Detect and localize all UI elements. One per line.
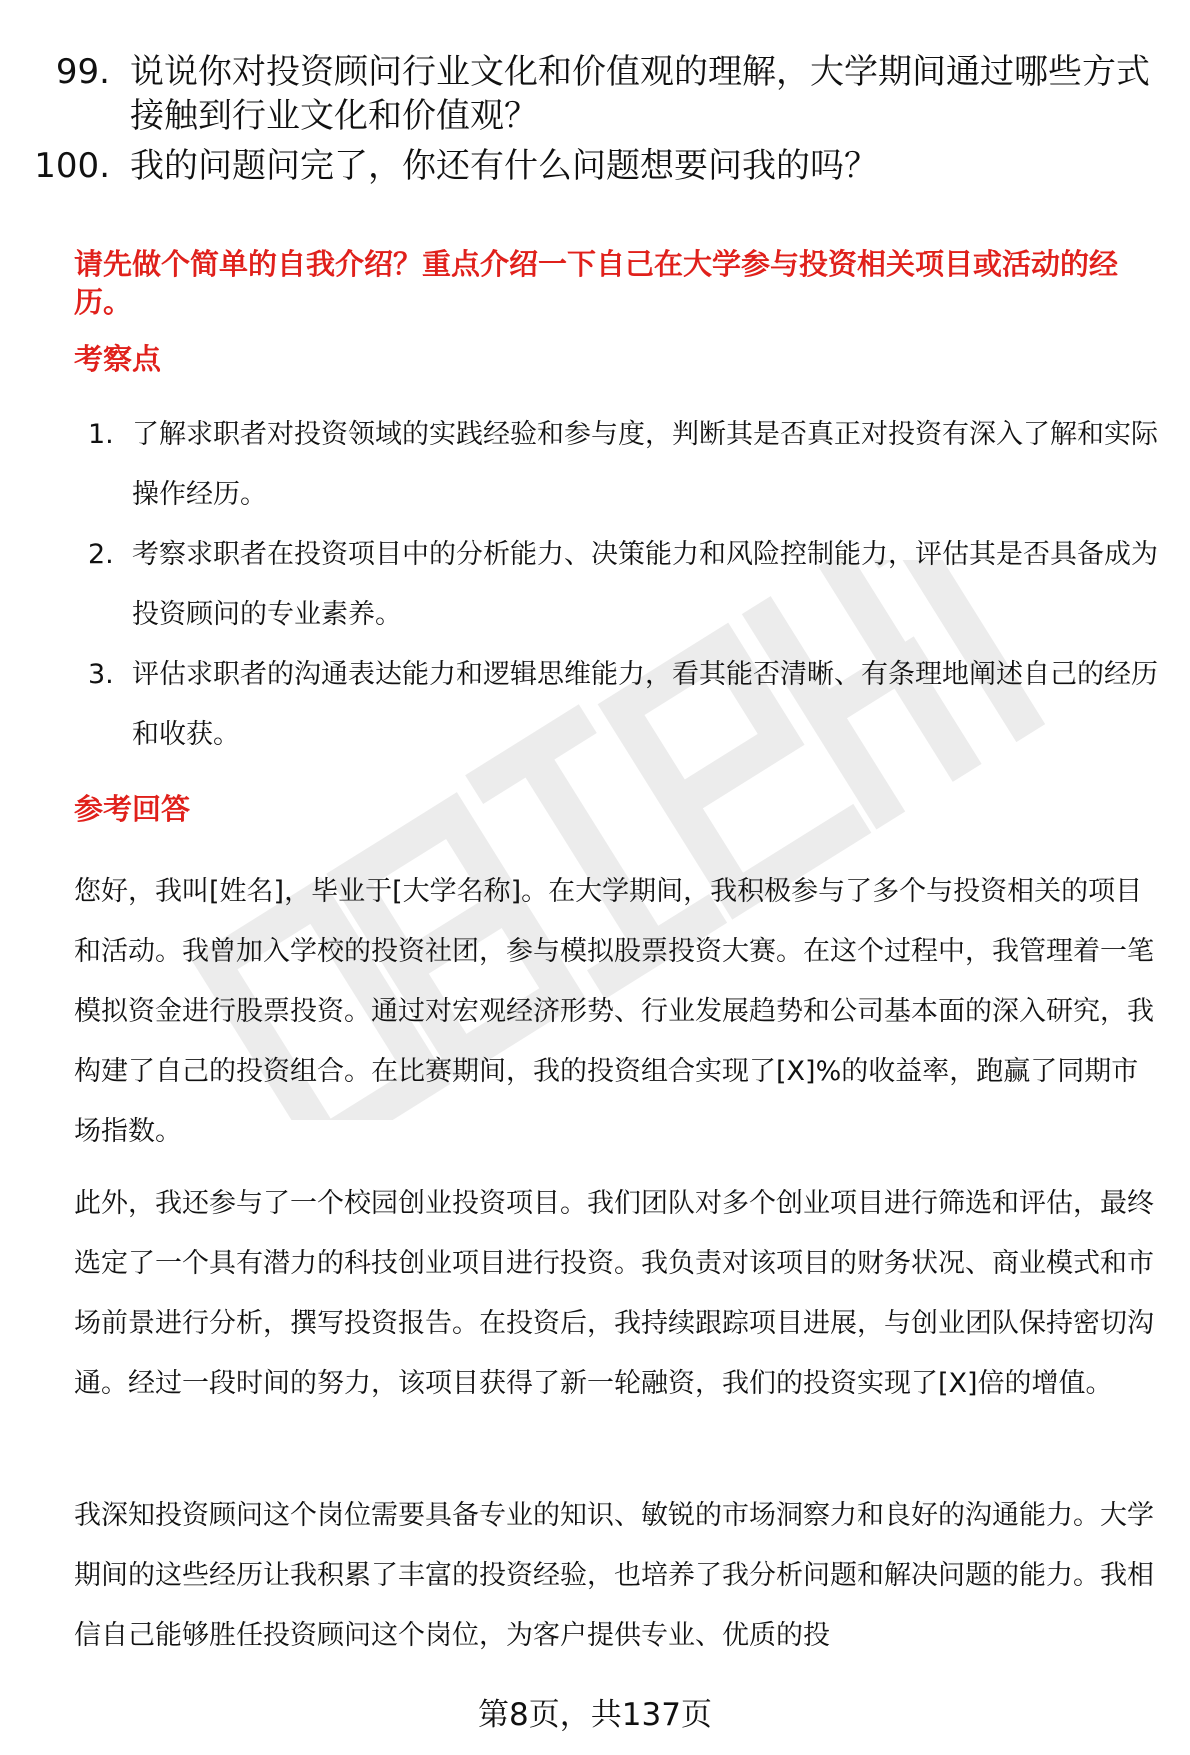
question-number: 100. [34,146,110,186]
point-number: 2. [88,539,114,570]
point-number: 1. [88,419,114,450]
point-number: 3. [88,659,114,690]
answer-heading: 参考回答 [74,792,191,826]
list-item [74,645,1174,765]
answer-paragraph-text: 此外，我还参与了一个校园创业投资项目。我们团队对多个创业项目进行筛选和评估，最终选定了一个具有潜力的科技创业项目进行投资。我负责对该项目的财务状况、商业模式和市场前景进行分析，撰写投资报告。在投资后，我持续跟踪项目进展，与创业团队保持密切沟通。经过一段时间的努力，该项目获得了新一轮融资，我们的投资实现了[X]倍的增值。 [74,1188,1154,1399]
answer-paragraph [74,1174,1164,1414]
question-text: 说说你对投资顾问行业文化和价值观的理解，大学期间通过哪些方式接触到行业文化和价值观？ [130,52,1150,136]
page-number: 第8页，共137页 [478,1697,712,1733]
question-item [0,50,1190,140]
answer-paragraph-text: 您好，我叫[姓名]，毕业于[大学名称]。在大学期间，我积极参与了多个与投资相关的项目和活动。我曾加入学校的投资社团，参与模拟股票投资大赛。在这个过程中，我管理着一笔模拟资金进行股票投资。通过对宏观经济形势、行业发展趋势和公司基本面的深入研究，我构建了自己的投资组合。在比赛期间，我的投资组合实现了[X]%的收益率，跑赢了同期市场指数。 [74,876,1154,1147]
section-title: 请先做个简单的自我介绍？重点介绍一下自己在大学参与投资相关项目或活动的经历。 [74,247,1119,319]
point-text: 考察求职者在投资项目中的分析能力、决策能力和风险控制能力，评估其是否具备成为投资顾问的专业素养。 [132,539,1158,630]
answer-paragraph [74,862,1164,1162]
question-text: 我的问题问完了，你还有什么问题想要问我的吗？ [130,146,878,186]
list-item [74,405,1174,525]
points-heading: 考察点 [74,342,162,376]
question-item [0,144,1190,190]
point-text: 评估求职者的沟通表达能力和逻辑思维能力，看其能否清晰、有条理地阐述自己的经历和收获。 [132,659,1158,750]
question-number: 99. [55,52,110,92]
point-text: 了解求职者对投资领域的实践经验和参与度，判断其是否真正对投资有深入了解和实际操作经历。 [132,419,1158,510]
points-list [74,405,1174,765]
answer-paragraph [74,1486,1164,1666]
list-item [74,525,1174,645]
answer-paragraph-text: 我深知投资顾问这个岗位需要具备专业的知识、敏锐的市场洞察力和良好的沟通能力。大学期间的这些经历让我积累了丰富的投资经验，也培养了我分析问题和解决问题的能力。我相信自己能够胜任投资顾问这个岗位，为客户提供专业、优质的投 [74,1500,1154,1651]
